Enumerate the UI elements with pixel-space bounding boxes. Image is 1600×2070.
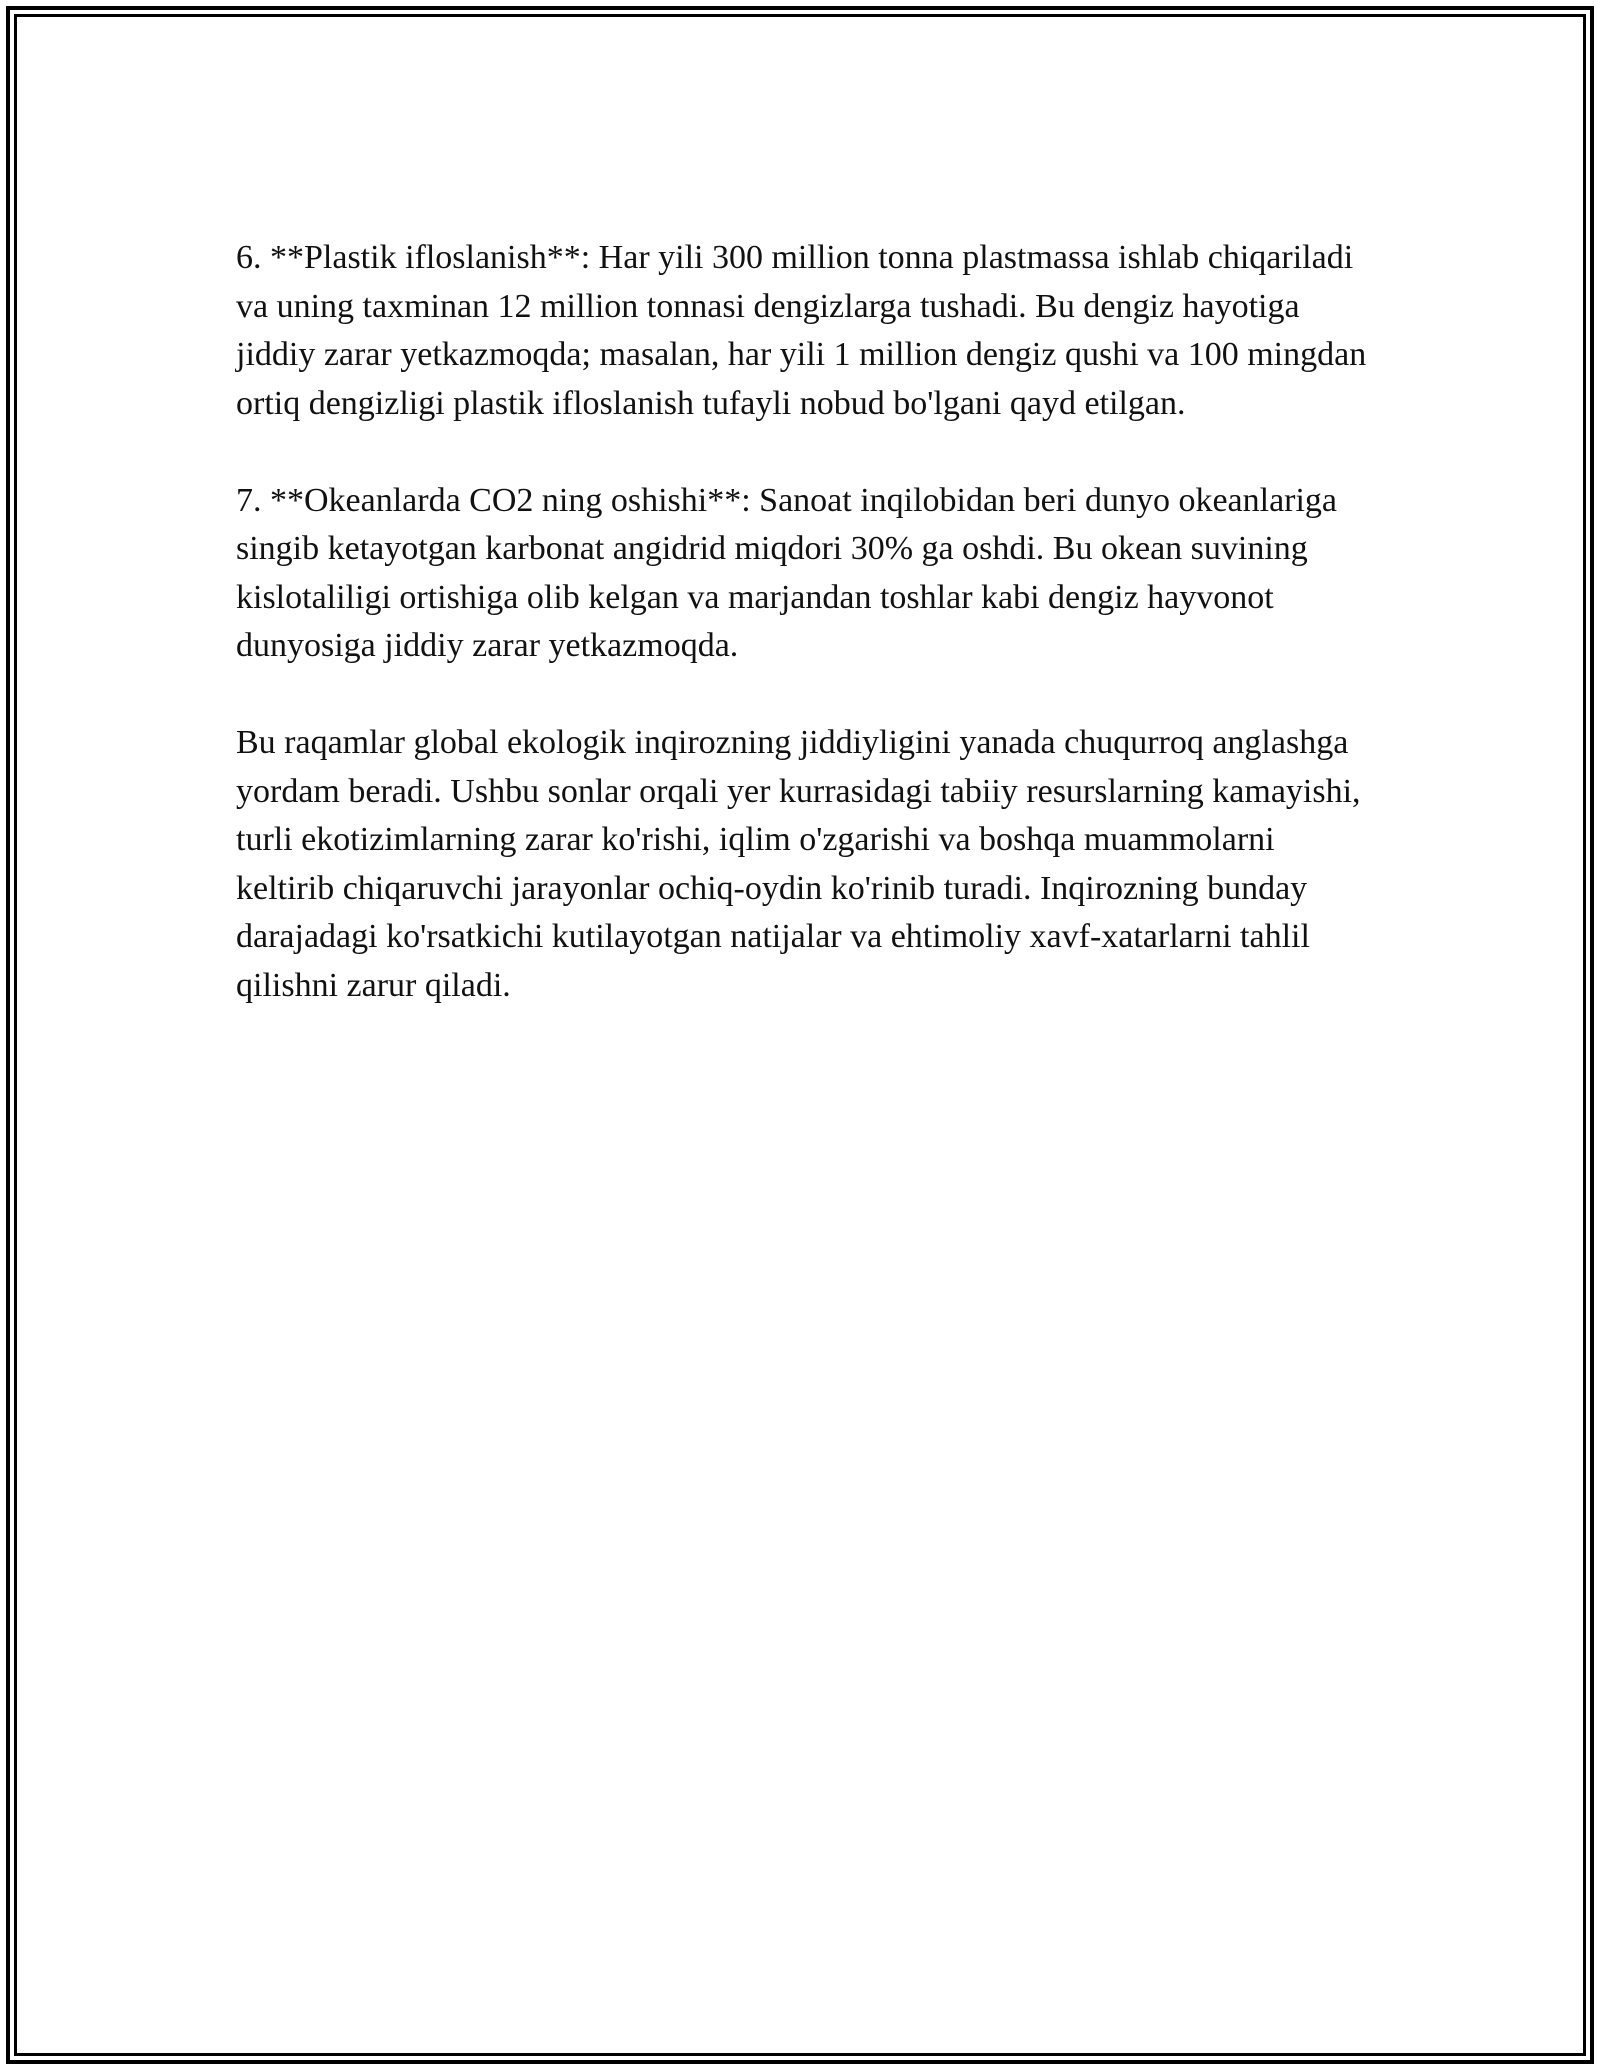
paragraph-ocean-co2: 7. **Okeanlarda CO2 ning oshishi**: Sanoat inqilobidan beri dunyo okeanlariga singib ketayotgan karbonat angidrid miqdori 30% ga oshdi. Bu okean suvining kislotaliligi ortishiga olib kelgan va marjandan toshlar kabi dengiz hayvonot dunyosiga jiddiy zarar yetkazmoqda. xyxy=(236,481,1338,664)
paragraph-plastic-pollution: 6. **Plastik ifloslanish**: Har yili 300 million tonna plastmassa ishlab chiqariladi va uning taxminan 12 million tonnasi dengizlarga tushadi. Bu dengiz hayotiga jiddiy zarar yetkazmoqda; masalan, har yili 1 million dengiz qushi va 100 mingdan ortiq dengizligi plastik ifloslanish tufayli nobud bo'lgani qayd etilgan. xyxy=(236,239,1367,422)
document-body xyxy=(236,234,1371,1059)
paragraph-conclusion: Bu raqamlar global ekologik inqirozning jiddiyligini yanada chuqurroq anglashga yordam beradi. Ushbu sonlar orqali yer kurrasidagi tabiiy resurslarning kamayishi, turli ekotizimlarning zarar ko'rishi, iqlim o'zgarishi va boshqa muammolarni keltirib chiqaruvchi jarayonlar ochiq-oydin ko'rinib turadi. Inqirozning bunday darajadagi ko'rsatkichi kutilayotgan natijalar va ehtimoliy xavf-xatarlarni tahlil qilishni zarur qiladi. xyxy=(236,724,1361,1004)
